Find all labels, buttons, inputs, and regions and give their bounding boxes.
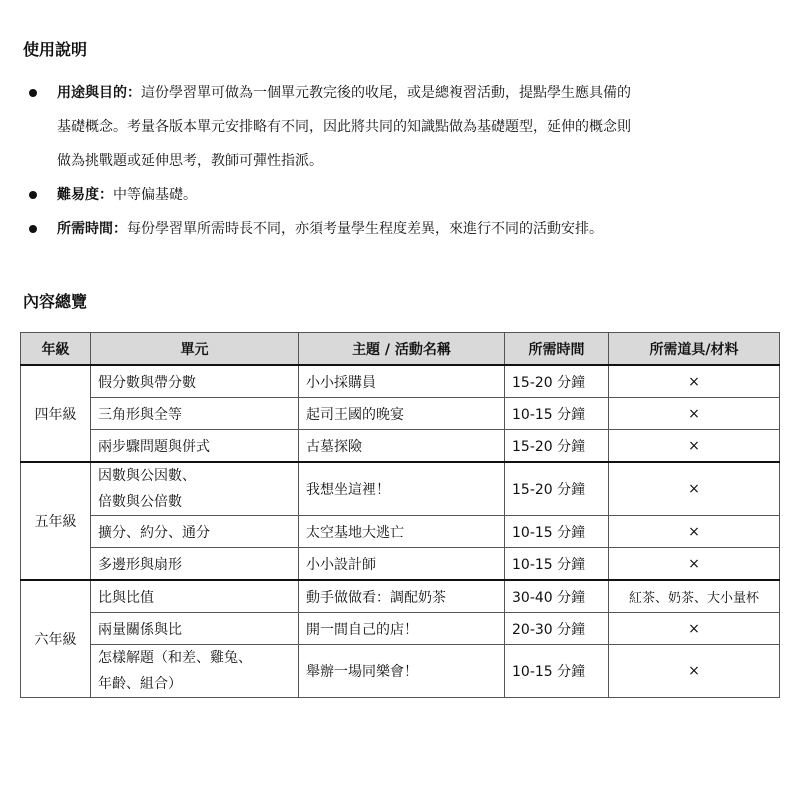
table-row	[21, 645, 780, 698]
materials-cell: ×	[609, 516, 780, 548]
topic-cell: 開一間自己的店！	[299, 613, 505, 645]
table-row	[21, 580, 780, 613]
bullet-purpose-continued	[23, 110, 783, 144]
materials-cell: ×	[609, 548, 780, 581]
topic-cell: 小小採購員	[299, 365, 505, 398]
grade-cell: 五年級	[21, 462, 91, 580]
column-header-grade: 年級	[21, 333, 91, 366]
unit-cell: 三角形與全等	[91, 398, 299, 430]
materials-cell: ×	[609, 613, 780, 645]
column-header-topic: 主題 / 活動名稱	[299, 333, 505, 366]
materials-cell: ×	[609, 462, 780, 516]
column-header-unit: 單元	[91, 333, 299, 366]
materials-cell: ×	[609, 645, 780, 698]
materials-cell: 紅茶、奶茶、大小量杯	[609, 580, 780, 613]
bullet-time	[23, 212, 783, 246]
bullet-text: 中等偏基礎。	[113, 187, 197, 203]
topic-cell: 小小設計師	[299, 548, 505, 581]
topic-cell: 古墓探險	[299, 430, 505, 463]
table-row	[21, 365, 780, 398]
table-row	[21, 462, 780, 516]
column-header-materials: 所需道具/材料	[609, 333, 780, 366]
bullet-dot-icon	[29, 89, 37, 97]
topic-cell: 起司王國的晚宴	[299, 398, 505, 430]
unit-cell: 比與比值	[91, 580, 299, 613]
time-cell: 10-15 分鐘	[505, 516, 609, 548]
unit-line: 怎樣解題（和差、雞兔、	[98, 650, 252, 666]
materials-cell: ×	[609, 430, 780, 463]
grade-cell: 六年級	[21, 580, 91, 698]
topic-cell: 太空基地大逃亡	[299, 516, 505, 548]
unit-cell	[91, 462, 299, 516]
unit-cell: 兩量關係與比	[91, 613, 299, 645]
bullet-text: 做為挑戰題或延伸思考，教師可彈性指派。	[57, 153, 323, 169]
time-cell: 30-40 分鐘	[505, 580, 609, 613]
bullet-difficulty	[23, 178, 783, 212]
bullet-text: 基礎概念。考量各版本單元安排略有不同，因此將共同的知識點做為基礎題型，延伸的概念則	[57, 119, 631, 135]
time-cell: 10-15 分鐘	[505, 398, 609, 430]
bullet-purpose	[23, 76, 783, 110]
bullet-label: 難易度：	[57, 187, 113, 203]
bullet-purpose-continued	[23, 144, 783, 178]
unit-cell: 多邊形與扇形	[91, 548, 299, 581]
time-cell: 15-20 分鐘	[505, 365, 609, 398]
bullet-text: 每份學習單所需時長不同，亦須考量學生程度差異，來進行不同的活動安排。	[127, 221, 603, 237]
time-cell: 10-15 分鐘	[505, 645, 609, 698]
bullet-label: 所需時間：	[57, 221, 127, 237]
bullet-text: 這份學習單可做為一個單元教完後的收尾，或是總複習活動，提點學生應具備的	[141, 85, 631, 101]
table-row	[21, 430, 780, 463]
materials-cell: ×	[609, 398, 780, 430]
bullet-dot-icon	[29, 191, 37, 199]
table-row	[21, 516, 780, 548]
unit-cell: 兩步驟問題與併式	[91, 430, 299, 463]
table-row	[21, 548, 780, 581]
time-cell: 15-20 分鐘	[505, 430, 609, 463]
overview-heading: 內容總覽	[23, 292, 88, 311]
unit-line: 年齡、組合）	[98, 676, 182, 692]
time-cell: 10-15 分鐘	[505, 548, 609, 581]
table-row	[21, 398, 780, 430]
unit-cell: 假分數與帶分數	[91, 365, 299, 398]
table-row	[21, 613, 780, 645]
time-cell: 20-30 分鐘	[505, 613, 609, 645]
grade-cell: 四年級	[21, 365, 91, 462]
usage-bullet-list	[23, 76, 783, 246]
topic-cell: 動手做做看：調配奶茶	[299, 580, 505, 613]
usage-heading: 使用說明	[23, 40, 88, 59]
bullet-label: 用途與目的：	[57, 85, 141, 101]
table-header-row	[21, 333, 780, 366]
time-cell: 15-20 分鐘	[505, 462, 609, 516]
bullet-dot-icon	[29, 225, 37, 233]
unit-cell	[91, 645, 299, 698]
topic-cell: 我想坐這裡！	[299, 462, 505, 516]
overview-table	[20, 332, 780, 698]
column-header-time: 所需時間	[505, 333, 609, 366]
unit-cell: 擴分、約分、通分	[91, 516, 299, 548]
unit-line: 倍數與公倍數	[98, 494, 182, 510]
materials-cell: ×	[609, 365, 780, 398]
unit-line: 因數與公因數、	[98, 468, 196, 484]
topic-cell: 舉辦一場同樂會！	[299, 645, 505, 698]
